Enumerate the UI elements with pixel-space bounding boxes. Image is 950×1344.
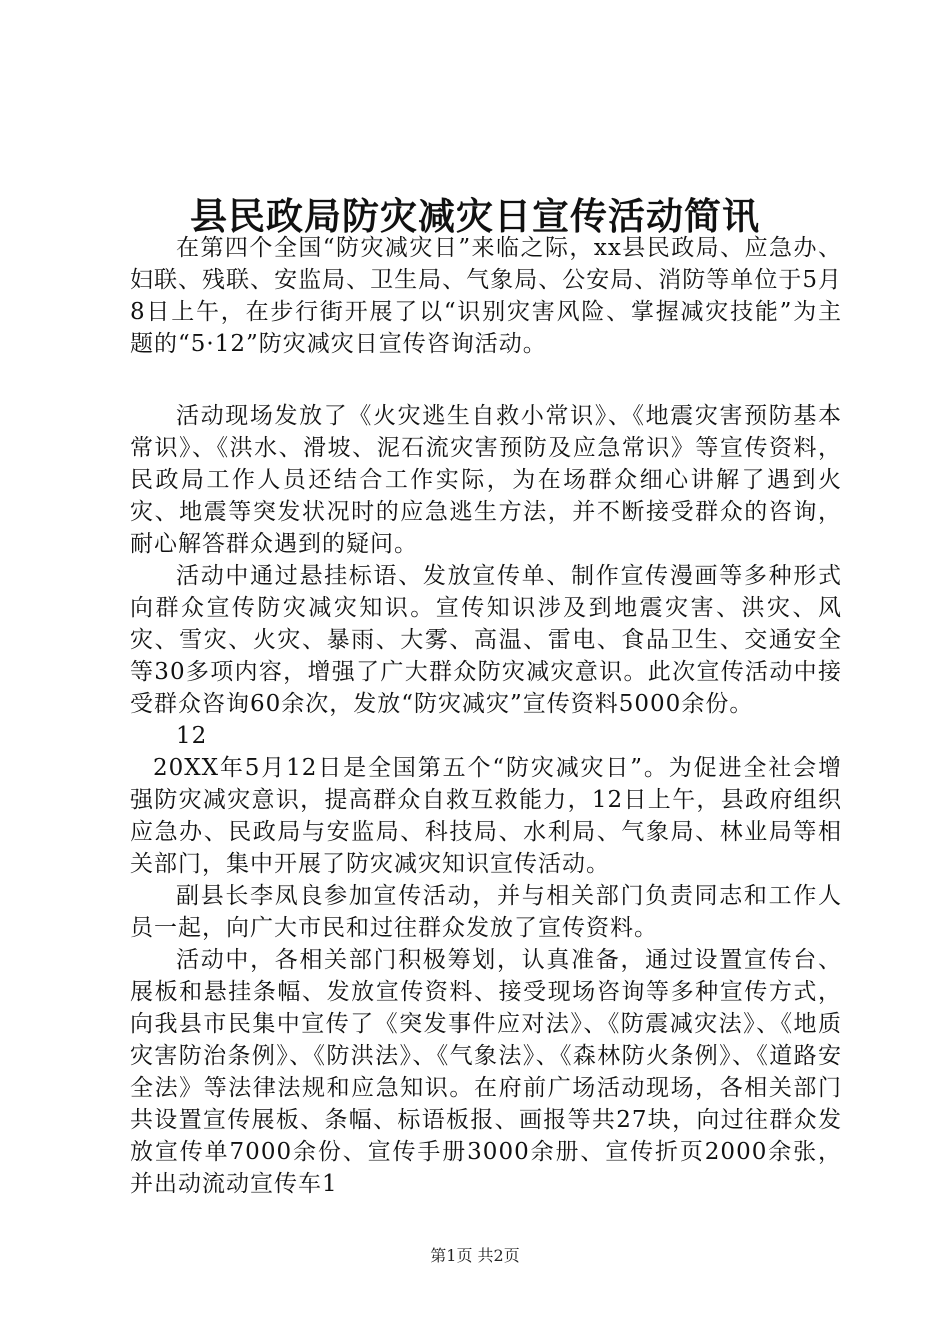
paragraph-materials: 活动现场发放了《火灾逃生自救小常识》、《地震灾害预防基本常识》、《洪水、滑坡、泥石流灾害预防及应急常识》等宣传资料，民政局工作人员还结合工作实际，为在场群众细心讲解了遇到火灾、地震等突发状况时的应急逃生方法，并不断接受群众的咨询，耐心解答群众遇到的疑问。	[130, 403, 842, 557]
page-footer: 第1页 共2页	[430, 1246, 520, 1265]
paragraph-number: 12	[176, 723, 208, 749]
paragraph-campaign: 活动中，各相关部门积极筹划，认真准备，通过设置宣传台、展板和悬挂条幅、发放宣传资料、接受现场咨询等多种宣传方式，向我县市民集中宣传了《突发事件应对法》、《防震减灾法》、《地质灾害防治条例》、《防洪法》、《气象法》、《森林防火条例》、《道路安全法》等法律法规和应急知识。在府前广场活动现场，各相关部门共设置宣传展板、条幅、标语板报、画报等共27块，向过往群众发放宣传单7000余份、宣传手册3000余册、宣传折页2000余张，并出动流动宣传车1	[130, 947, 842, 1197]
document-body	[130, 232, 842, 1200]
paragraph-intro: 在第四个全国“防灾减灾日”来临之际，xx县民政局、应急办、妇联、残联、安监局、卫生局、气象局、公安局、消防等单位于5月8日上午，在步行街开展了以“识别灾害风险、掌握减灾技能”为主题的“5·12”防灾减灾日宣传咨询活动。	[130, 235, 842, 357]
paragraph-gap	[130, 360, 842, 400]
paragraph-fifth-day: 20XX年5月12日是全国第五个“防灾减灾日”。为促进全社会增强防灾减灾意识，提高群众自救互救能力，12日上午，县政府组织应急办、民政局与安监局、科技局、水利局、气象局、林业局等相关部门，集中开展了防灾减灾知识宣传活动。	[130, 755, 842, 877]
paragraph-activities: 活动中通过悬挂标语、发放宣传单、制作宣传漫画等多种形式向群众宣传防灾减灾知识。宣传知识涉及到地震灾害、洪灾、风灾、雪灾、火灾、暴雨、大雾、高温、雷电、食品卫生、交通安全等30多项内容，增强了广大群众防灾减灾意识。此次宣传活动中接受群众咨询60余次，发放“防灾减灾”宣传资料5000余份。	[130, 563, 842, 717]
document-title: 县民政局防灾减灾日宣传活动简讯	[190, 194, 760, 238]
paragraph-vice-mayor: 副县长李凤良参加宣传活动，并与相关部门负责同志和工作人员一起，向广大市民和过往群众发放了宣传资料。	[130, 883, 842, 941]
